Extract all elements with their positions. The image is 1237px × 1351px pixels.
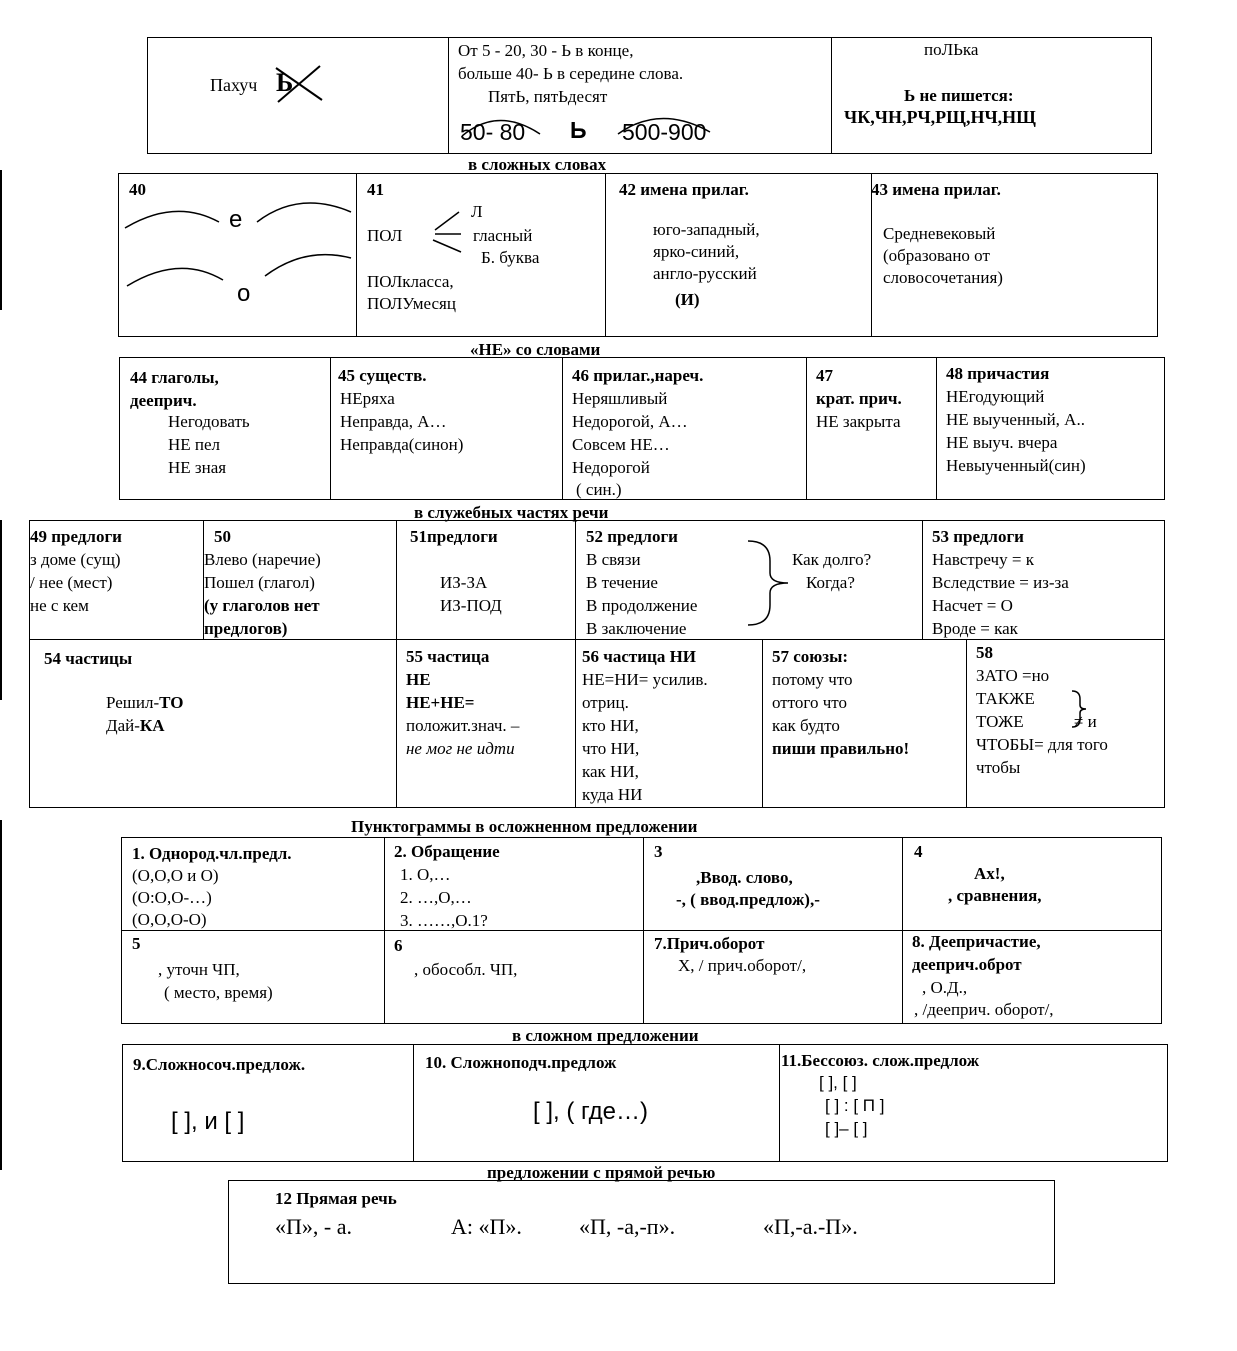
example-line: ЗАТО =но: [976, 666, 1050, 685]
example-line: Неправда, А…: [340, 412, 447, 431]
example-line: положит.знач. –: [406, 716, 520, 735]
example-line: НЕ пел: [168, 435, 221, 454]
example-line: Неправда(синон): [340, 435, 464, 454]
example-line: , /дееприч. оборот/,: [914, 1000, 1054, 1019]
formula: «П,-а.-П».: [763, 1214, 858, 1239]
example-line: НЕ=НИ= усилив.: [582, 670, 708, 689]
formula: [ ], и [ ]: [171, 1108, 245, 1135]
ne-table: [119, 357, 1165, 500]
range-500-900: 500-900: [622, 119, 707, 145]
cell-title: 2. Обращение: [394, 842, 500, 861]
cell-title: дееприч.: [130, 391, 197, 410]
example-line: , уточн ЧП,: [158, 960, 240, 979]
example-line: Неряшливый: [572, 389, 668, 408]
example-line: ПОЛУмесяц: [367, 294, 456, 313]
example-line: как НИ,: [582, 762, 639, 781]
example-line: пиши правильно!: [772, 739, 910, 758]
formula: [ ], ( где…): [533, 1098, 649, 1125]
cell-title: 52 предлоги: [586, 527, 678, 546]
section-title: в служебных частях речи: [414, 503, 609, 522]
vowel-o: о: [237, 280, 251, 307]
cell-number: 41: [367, 180, 384, 199]
soft-sign-letter: Ь: [276, 68, 294, 97]
cell-title: 49 предлоги: [30, 527, 122, 546]
scan-edge-mark: [0, 820, 2, 1170]
cell-title: 42 имена прилаг.: [619, 180, 749, 199]
pakhuch-word: Пахуч: [210, 75, 258, 95]
example-line: Недорогой: [572, 458, 650, 477]
example-line: куда НИ: [582, 785, 643, 804]
example-line: Решил-ТО: [106, 693, 184, 712]
cell-title: 9.Сложносоч.предлож.: [133, 1055, 306, 1074]
section-title: Пунктограммы в осложненном предложении: [351, 817, 698, 836]
example-line: / нее (мест): [30, 573, 113, 592]
example-line: -, ( ввод.предлож),-: [676, 890, 820, 909]
example-line: ПОЛкласса,: [367, 272, 454, 291]
cell-title: 11.Бессоюз. слож.предлож: [781, 1051, 980, 1070]
example-line: ЧТОБЫ= для того: [976, 735, 1108, 754]
example-line: В продолжение: [586, 596, 698, 615]
example-line: юго-западный,: [653, 220, 760, 239]
vowel-e: е: [229, 206, 243, 233]
example-line: ярко-синий,: [653, 242, 740, 261]
soft-sign-table: [147, 37, 1152, 154]
example-line: Негодовать: [168, 412, 250, 431]
example-line: ТАКЖЕ: [976, 689, 1035, 708]
example-line: Пошел (глагол): [204, 573, 315, 592]
cell-title: 46 прилаг.,нареч.: [572, 366, 704, 385]
cell-title: 44 глаголы,: [130, 368, 219, 387]
section-title: «НЕ» со словами: [470, 340, 601, 359]
cell-number: 40: [129, 180, 146, 199]
cell-title: 51предлоги: [410, 527, 498, 546]
not-written-label: Ь не пишется:: [904, 86, 1014, 105]
cell-title: 56 частица НИ: [582, 647, 697, 666]
example-line: оттого что: [772, 693, 847, 712]
example-line: не мог не идти: [406, 739, 515, 758]
service-parts-table: [29, 520, 1165, 808]
branch-lines: [415, 206, 475, 256]
section-title: в сложном предложении: [512, 1026, 699, 1045]
example-line: В заключение: [586, 619, 687, 638]
pol-prefix: ПОЛ: [367, 226, 403, 245]
example-line: Вследствие = из-за: [932, 573, 1069, 592]
cell-title: 57 союзы:: [772, 647, 849, 666]
numerals-rule-line2: больше 40- Ь в середине слова.: [458, 64, 684, 83]
numerals-example: ПятЬ, пятЬдесят: [488, 87, 608, 106]
cell-title: 12 Прямая речь: [275, 1189, 397, 1208]
example-line: НЕ зная: [168, 458, 227, 477]
complex-sentence-table: [122, 1044, 1168, 1162]
example-line: (И): [675, 290, 700, 309]
cell-number: 50: [214, 527, 231, 546]
example-line: Невыученный(син): [946, 456, 1086, 475]
numerals-rule-line1: От 5 - 20, 30 - Ь в конце,: [458, 41, 634, 60]
cell-title: 43 имена прилаг.: [871, 180, 1001, 199]
cell-number: 58: [976, 643, 993, 662]
example-line: НЕгодующий: [946, 387, 1045, 406]
example-line: В течение: [586, 573, 658, 592]
cell-title: 54 частицы: [44, 649, 133, 668]
question-line: Когда?: [806, 573, 855, 592]
example-line: НЕ закрыта: [816, 412, 901, 431]
example-line: , обособл. ЧП,: [414, 960, 518, 979]
example-line: 2. …,О,…: [400, 888, 472, 907]
cross-out-icon: [274, 64, 326, 104]
cell-title: дееприч.оброт: [912, 955, 1022, 974]
example-line: 3. ……,О.1?: [400, 911, 488, 930]
range-soft-sign: Ь: [570, 117, 587, 143]
example-line: отриц.: [582, 693, 629, 712]
section-title: предложении с прямой речью: [487, 1163, 716, 1182]
example-line: ( место, время): [164, 983, 273, 1002]
cell-number: 5: [132, 934, 141, 953]
example-line: чтобы: [976, 758, 1021, 777]
example-line: Дай-КА: [106, 716, 165, 735]
formula: «П», - а.: [275, 1214, 352, 1239]
scan-edge-mark: [0, 520, 2, 700]
example-line: НЕ выученный, А..: [946, 410, 1085, 429]
example-line: предлогов): [204, 619, 288, 638]
cell-number: 6: [394, 936, 403, 955]
example-line: ( син.): [576, 480, 622, 499]
cell-number: 47: [816, 366, 833, 385]
formula: [ ], [ ]: [819, 1073, 857, 1092]
example-line: НЕ выуч. вчера: [946, 433, 1058, 452]
example-line: Средневековый: [883, 224, 996, 243]
cell-title: 1. Однород.чл.предл.: [132, 844, 292, 863]
example-line: , О.Д.,: [922, 978, 968, 997]
example-line: Совсем НЕ…: [572, 435, 670, 454]
example-line: 1. О,…: [400, 865, 451, 884]
example-line: Х, / прич.оборот/,: [678, 956, 807, 975]
letter-combinations: ЧК,ЧН,РЧ,РЩ,НЧ,НЩ: [844, 107, 1036, 127]
example-line: з доме (сущ): [30, 550, 121, 569]
example-line: кто НИ,: [582, 716, 639, 735]
formula: [ ]– [ ]: [825, 1119, 868, 1138]
example-line: НЕ: [406, 670, 431, 689]
example-line: ТОЖЕ: [976, 712, 1024, 731]
example-line: потому что: [772, 670, 853, 689]
example-line: Недорогой, А…: [572, 412, 688, 431]
example-line: Влево (наречие): [204, 550, 321, 569]
example-line: (у глаголов нет: [204, 596, 320, 615]
example-line: НЕ+НЕ=: [406, 693, 475, 712]
example-line: (О,О,О-О): [132, 910, 207, 929]
formula: А: «П».: [451, 1214, 522, 1239]
cell-title: 7.Прич.оборот: [654, 934, 765, 953]
cell-title: крат. прич.: [816, 389, 902, 408]
range-50-80: 50- 80: [460, 119, 526, 145]
example-line: (образовано от: [883, 246, 990, 265]
scan-edge-mark: [0, 170, 2, 310]
polka-word: поЛЬка: [924, 40, 979, 59]
example-line: как будто: [772, 716, 840, 735]
example-line: англо-русский: [653, 264, 757, 283]
cell-number: 3: [654, 842, 663, 861]
example-line: что НИ,: [582, 739, 640, 758]
complex-words-table: [118, 173, 1158, 337]
example-line: В связи: [586, 550, 641, 569]
cell-title: 10. Сложноподч.предлож: [425, 1053, 617, 1072]
section-title: в сложных словах: [468, 155, 607, 174]
question-line: Как долго?: [792, 550, 872, 569]
example-line: НЕряха: [340, 389, 395, 408]
cell-title: 55 частица: [406, 647, 490, 666]
example-line: Вроде = как: [932, 619, 1018, 638]
example-line: ,Ввод. слово,: [696, 868, 793, 887]
formula: «П, -а,-п».: [579, 1214, 676, 1239]
example-line: (О:О,О-…): [132, 888, 212, 907]
example-line: ИЗ-ПОД: [440, 596, 502, 615]
punctogram-table: [121, 837, 1162, 1024]
curly-brace-icon: [744, 537, 794, 629]
example-line: Насчет = О: [932, 596, 1013, 615]
cell-title: 53 предлоги: [932, 527, 1024, 546]
cell-number: 4: [914, 842, 923, 861]
example-line: ИЗ-ЗА: [440, 573, 488, 592]
cell-title: 45 существ.: [338, 366, 427, 385]
capital-letter-label: Б. буква: [481, 248, 540, 267]
not-equal-sign: ≠ и: [1074, 712, 1097, 731]
cell-title: 48 причастия: [946, 364, 1050, 383]
example-line: не с кем: [30, 596, 89, 615]
example-line: словосочетания): [883, 268, 1003, 287]
example-line: Ах!,: [974, 864, 1005, 883]
letter-l: Л: [471, 202, 483, 221]
example-line: (О,О,О и О): [132, 866, 219, 885]
cell-title: 8. Деепричастие,: [912, 932, 1041, 951]
example-line: , сравнения,: [948, 886, 1042, 905]
vowel-label: гласный: [473, 226, 533, 245]
direct-speech-table: [228, 1180, 1055, 1284]
formula: [ ] : [ П ]: [825, 1096, 885, 1115]
example-line: Навстречу = к: [932, 550, 1034, 569]
